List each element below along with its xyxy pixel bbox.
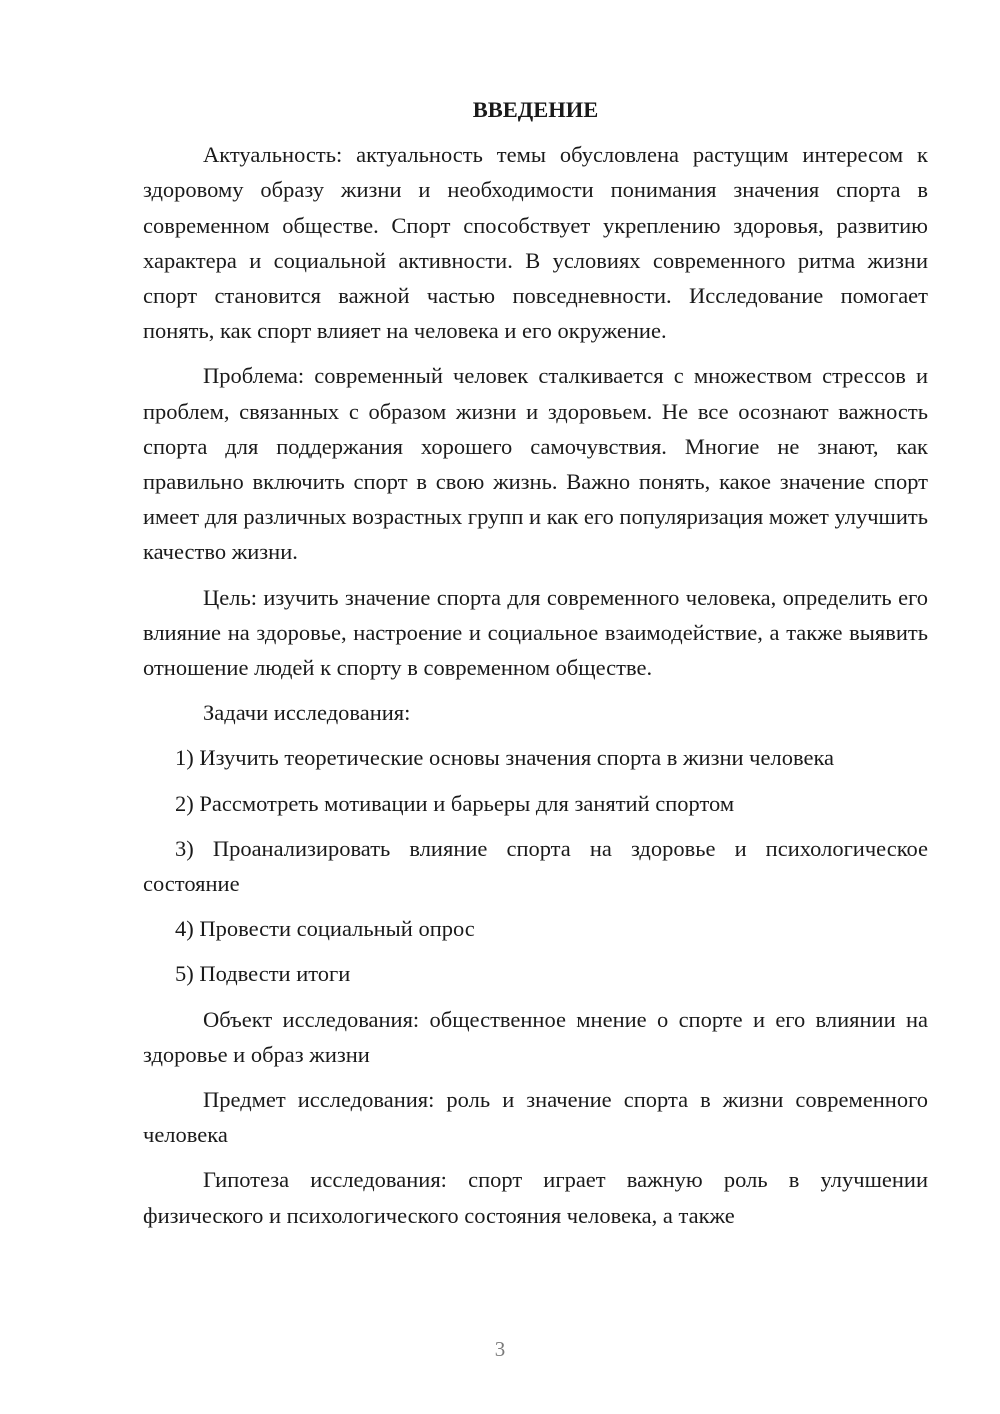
paragraph-hypothesis: Гипотеза исследования: спорт играет важную роль в улучшении физического и психологического состояния человека, а также <box>143 1167 928 1228</box>
task-item: 4) Провести социальный опрос <box>175 916 475 942</box>
paragraph-goal: Цель: изучить значение спорта для современного человека, определить его влияние на здоровье, настроение и социальное взаимодействие, а также выявить отношение людей к спорту в современном обществе. <box>143 584 928 681</box>
page-number: 3 <box>494 1337 506 1361</box>
page-content <box>143 92 928 1243</box>
task-item: 1) Изучить теоретические основы значения спорта в жизни человека <box>175 745 835 771</box>
paragraph-object: Объект исследования: общественное мнение о спорте и его влиянии на здоровье и образ жизни <box>143 1006 928 1067</box>
paragraph-subject: Предмет исследования: роль и значение спорта в жизни современного человека <box>143 1087 928 1148</box>
task-item: 5) Подвести итоги <box>175 961 351 987</box>
paragraph-relevance: Актуальность: актуальность темы обусловлена растущим интересом к здоровому образу жизни и необходимости понимания значения спорта в современном обществе. Спорт способствует укреплению здоровья, развитию характера и социальной активности. В условиях современного ритма жизни спорт становится важной частью повседневности. Исследование помогает понять, как спорт влияет на человека и его окружение. <box>143 142 928 344</box>
task-item: 3) Проанализировать влияние спорта на здоровье и психологическое состояние <box>143 835 928 897</box>
section-title: ВВЕДЕНИЕ <box>472 97 599 122</box>
tasks-heading: Задачи исследования: <box>203 700 411 726</box>
task-item: 2) Рассмотреть мотивации и барьеры для занятий спортом <box>175 790 735 816</box>
paragraph-problem: Проблема: современный человек сталкивается с множеством стрессов и проблем, связанных с образом жизни и здоровьем. Не все осознают важность спорта для поддержания хорошего самочувствия. Многие не знают, как правильно включить спорт в свою жизнь. Важно понять, какое значение спорт имеет для различных возрастных групп и как его популяризация может улучшить качество жизни. <box>143 363 928 565</box>
